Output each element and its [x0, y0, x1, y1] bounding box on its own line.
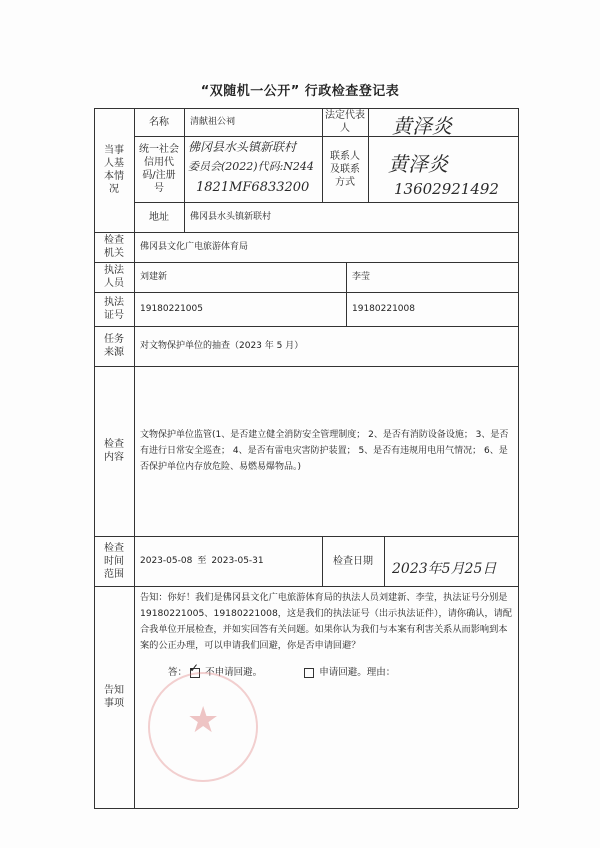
- seal-star-icon: ★: [187, 700, 220, 741]
- table-rule: [368, 108, 369, 202]
- content-value: 文物保护单位监管(1、是否建立健全消防安全管理制度； 2、是否有消防设备设施； 3、是否有进行日常安全巡查； 4、是否有雷电灾害防护装置； 5、是否有违规用电用气情况； 6、是否保护单位内存放危险、易燃易爆物品。): [140, 430, 509, 472]
- notice-text: 告知：你好！我们是佛冈县文化广电旅游体育局的执法人员刘建新、李莹，执法证号分别是 19180221005、19180221008，这是我们的执法证号（出示执法证件），请你确认，请配合我单位开展检查，并如实回答有关问题。如果你认为我们与本案有利害关系从而影响到本案的公正办理，可以申请我们回避，你是否申请回避？: [140, 592, 513, 651]
- agency-label: 检查机关: [104, 235, 124, 259]
- officer1-value: 刘建新: [140, 271, 168, 282]
- table-rule: [384, 536, 385, 586]
- inspection-date-label: 检查日期: [333, 555, 373, 567]
- period-to: 至: [197, 555, 207, 566]
- credit-code-line3: 1821MF6833200: [196, 180, 310, 195]
- officers-label: 执法人员: [104, 265, 124, 289]
- period-range: [140, 536, 320, 586]
- cert-label: 执法证号: [104, 297, 124, 321]
- officer2-value: 李莹: [352, 271, 371, 282]
- table-rule: [184, 108, 185, 232]
- legal-rep-signature: 黄泽炎: [392, 114, 452, 138]
- table-rule: [94, 808, 518, 809]
- content-label: 检查内容: [104, 439, 124, 463]
- credit-code-line1: 佛冈县水头镇新联村: [188, 140, 297, 154]
- no-recusal-option: 不申请回避。: [205, 667, 263, 678]
- period-start: 2023-05-08: [140, 555, 193, 566]
- address-value: 佛冈县水头镇新联村: [190, 211, 272, 222]
- name-label: 名称: [149, 116, 169, 128]
- cert2-value: 19180221008: [352, 303, 415, 314]
- contact-label: 联系人及联系方式: [330, 150, 360, 188]
- cert1-value: 19180221005: [140, 303, 203, 314]
- task-label: 任务来源: [104, 334, 124, 358]
- recusal-checkbox[interactable]: [304, 668, 314, 678]
- party-section-label: 当事人基本情况: [104, 145, 124, 195]
- form-title: “双随机一公开” 行政检查登记表: [200, 84, 400, 99]
- credit-code-label: 统一社会信用代码/注册号: [139, 144, 179, 194]
- table-rule: [134, 232, 135, 808]
- table-rule: [94, 586, 518, 587]
- name-value: 清献祖公祠: [190, 116, 236, 127]
- recusal-option: 申请回避。理由：: [319, 667, 396, 678]
- table-rule: [346, 262, 347, 326]
- answer-prefix: 答：: [168, 667, 188, 678]
- period-end: 2023-05-31: [211, 555, 264, 566]
- contact-name-signature: 黄泽炎: [388, 152, 448, 176]
- credit-code-line2: 委员会(2022)代码:N244: [188, 160, 314, 173]
- inspection-date-value: 2023年5月25日: [392, 561, 497, 577]
- address-label: 地址: [149, 211, 169, 223]
- task-value: 对文物保护单位的抽查（2023 年 5 月）: [140, 340, 304, 351]
- period-label: 检查时间范围: [104, 542, 124, 580]
- notice-label: 告知事项: [104, 685, 124, 709]
- table-rule: [518, 108, 519, 808]
- contact-phone: 13602921492: [394, 180, 499, 198]
- legal-rep-label: 法定代表人: [325, 110, 365, 134]
- agency-value: 佛冈县文化广电旅游体育局: [140, 241, 249, 252]
- checkmark-icon: ✓: [189, 660, 200, 675]
